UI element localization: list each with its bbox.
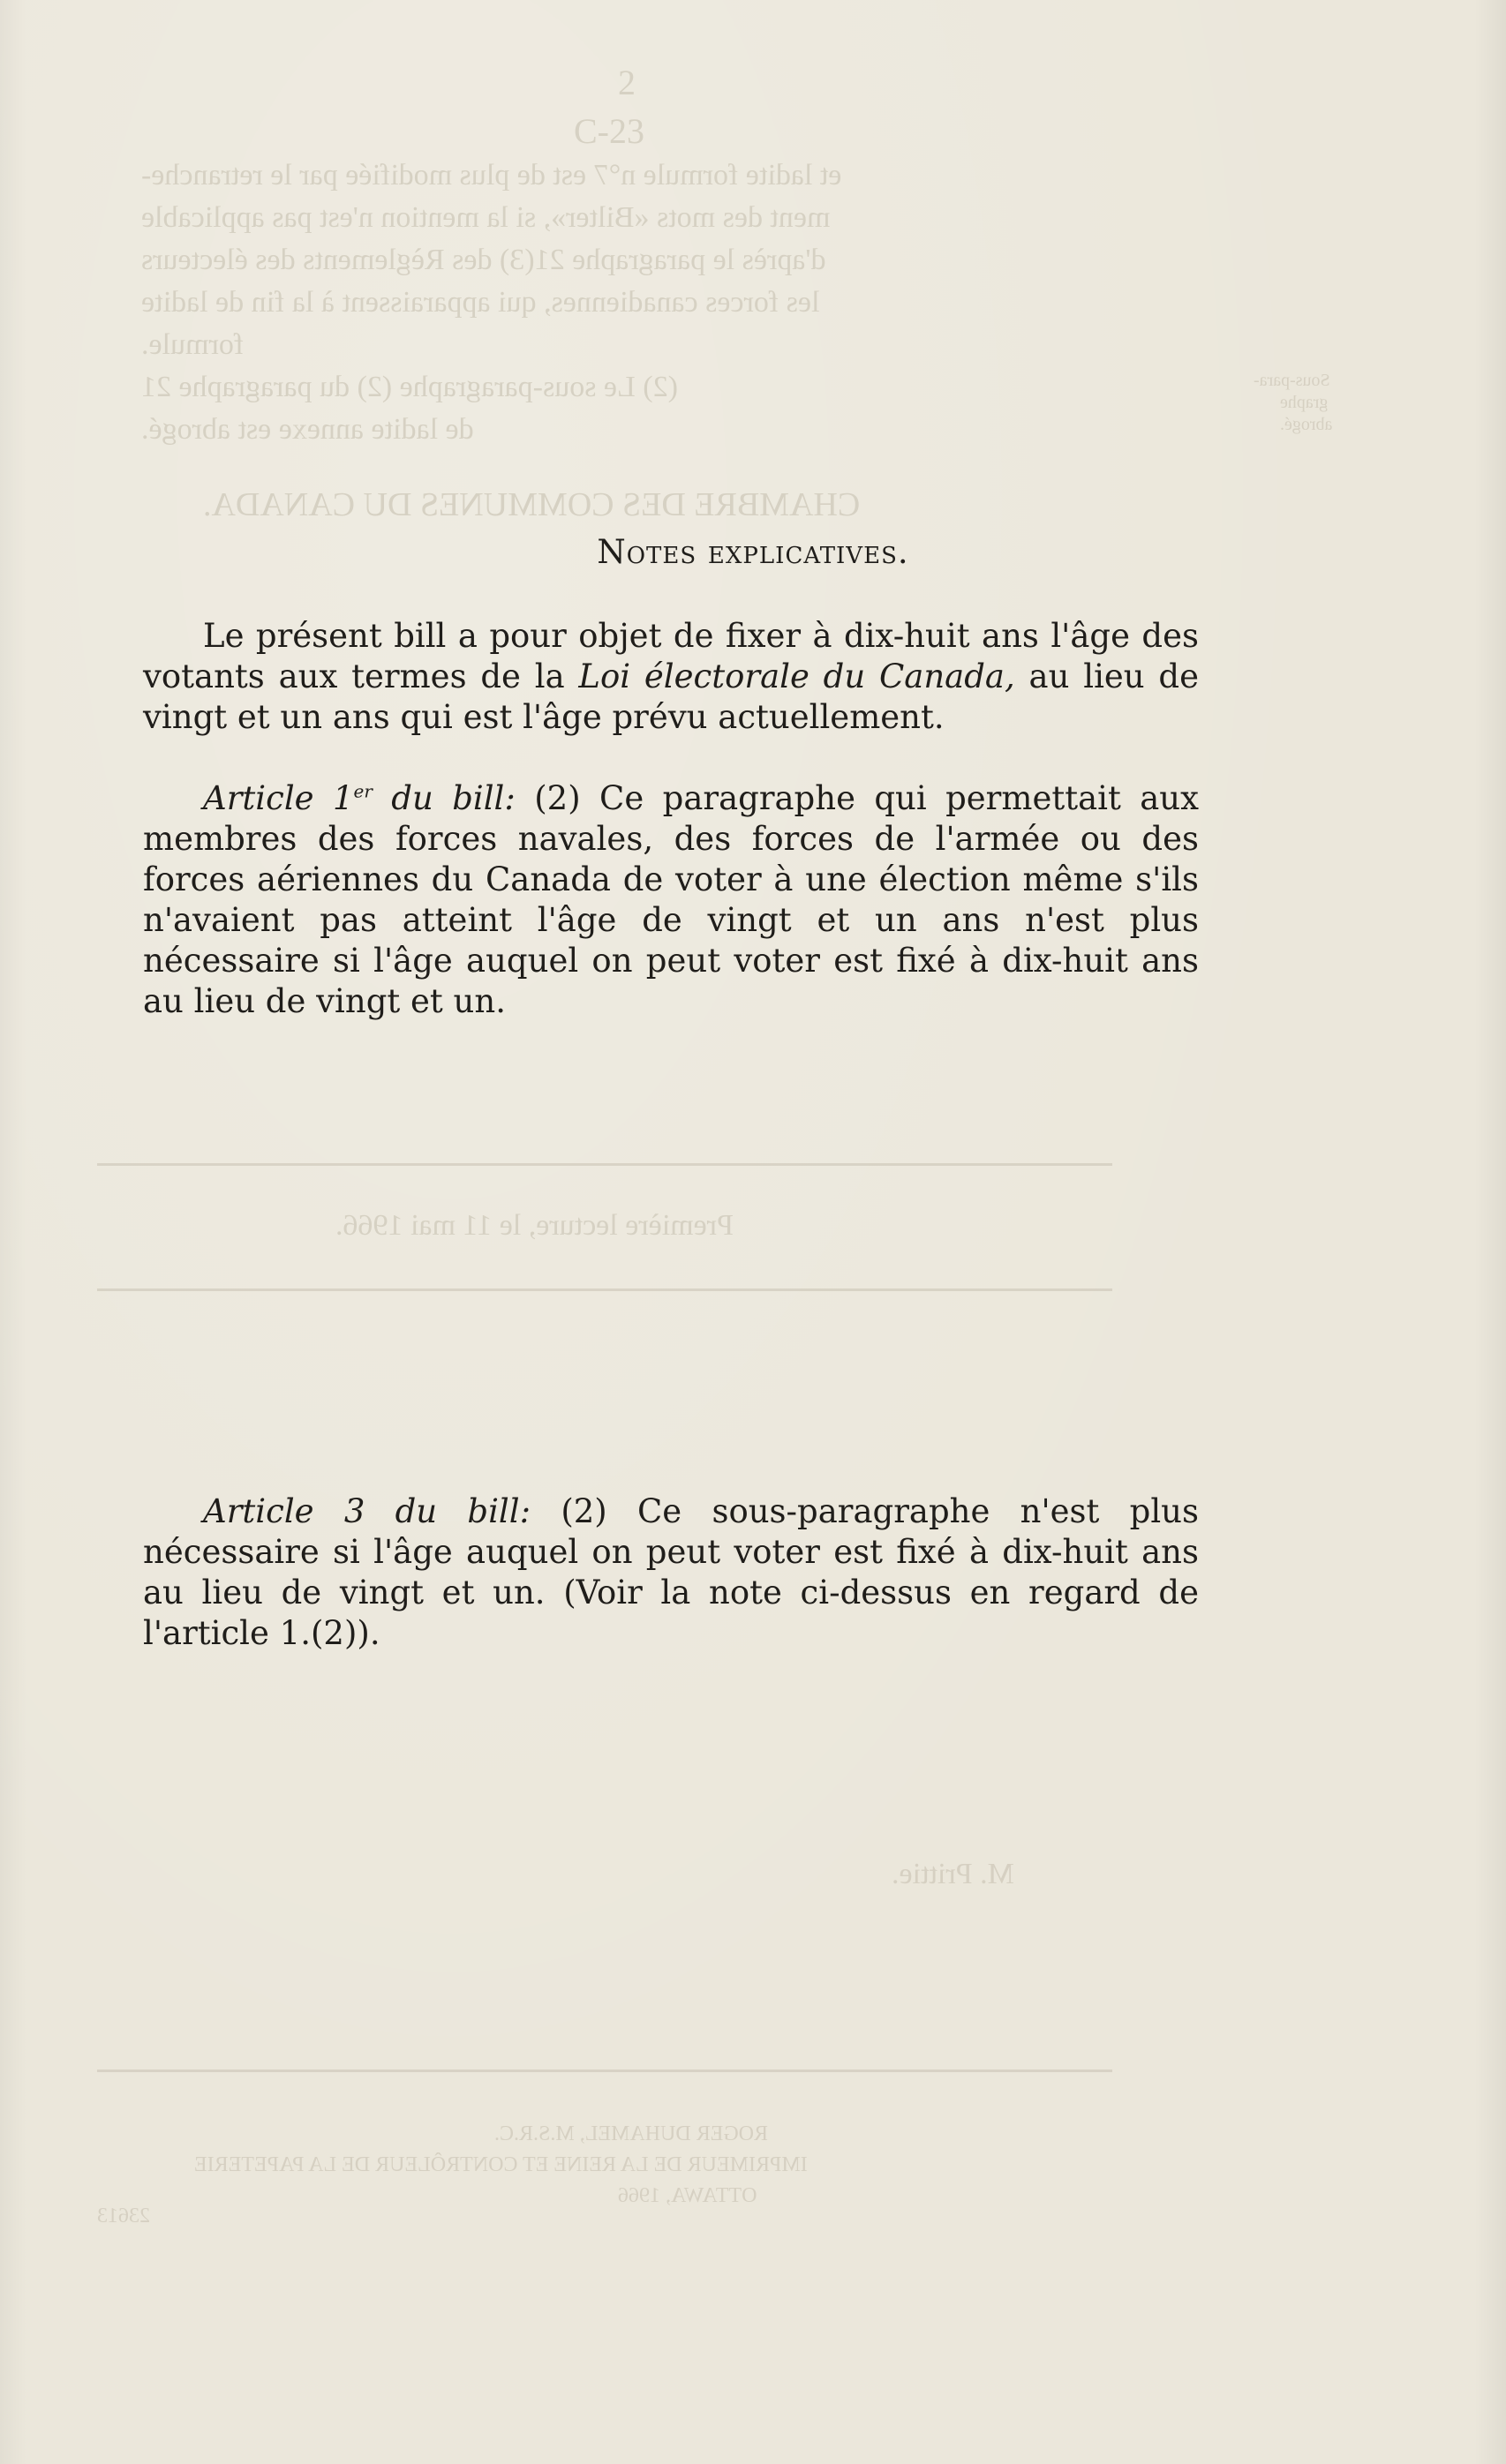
- bleed-through-text: les forces canadiennes, qui apparaissent à la fin de ladite: [141, 286, 820, 319]
- bleed-through-text: OTTAWA, 1966: [618, 2184, 757, 2207]
- article-1-label: [203, 779, 516, 817]
- bleed-through-text: C-23: [574, 111, 644, 151]
- bleed-through-rule: [97, 2070, 1112, 2072]
- bleed-through-text: IMPRIMEUR DE LA REINE ET CONTRÔLEUR DE LA PAPETERIE: [194, 2153, 808, 2176]
- article-1-text: (2) Ce paragraphe qui permettait aux membres des forces navales, des forces de l'armée ou des forces aériennes du Canada de voter à une élection même s'ils n'avaient pas atteint l'âge de vingt et un ans n'est plus nécessaire si l'âge auquel on peut voter est fixé à dix-huit ans au lieu de vingt et un.: [143, 779, 1199, 1020]
- bleed-through-text: 2: [618, 63, 636, 102]
- article-1-label-prefix: Article 1: [203, 779, 354, 817]
- article-1-label-sup: er: [353, 780, 373, 802]
- bleed-through-text: graphe: [1280, 393, 1329, 412]
- intro-text-before: Le présent bill a pour objet de fixer à dix-huit ans l'âge des votants aux termes de la: [143, 617, 1199, 695]
- bleed-through-text: abrogé.: [1280, 415, 1333, 434]
- note-article-1: [143, 778, 1199, 1022]
- bleed-through-text: M. Prittie.: [892, 1858, 1014, 1890]
- bleed-through-text: d'après le paragraphe 21(3) des Règlements des électeurs: [141, 244, 826, 276]
- bleed-through-text: CHAMBRE DES COMMUNES DU CANADA.: [203, 486, 861, 523]
- article-1-label-suffix: du bill:: [372, 779, 516, 817]
- law-title: Loi électorale du Canada,: [578, 657, 1015, 695]
- page-title: Notes explicatives.: [597, 533, 909, 571]
- bleed-through-text: ROGER DUHAMEL, M.S.R.C.: [494, 2122, 769, 2145]
- bleed-through-text: ment des mots «Bilter», si la mention n'est pas applicable: [141, 201, 831, 234]
- bleed-through-rule: [97, 1288, 1112, 1291]
- bleed-through-text: Première lecture, le 11 mai 1966.: [335, 1209, 734, 1242]
- bleed-through-text: Sous-para-: [1254, 371, 1330, 390]
- bleed-through-text: formule.: [141, 328, 245, 361]
- bleed-through-text: et ladite formule n°7 est de plus modifiée par le retranche-: [141, 159, 842, 192]
- article-3-text: (2) Ce sous-paragraphe n'est plus nécessaire si l'âge auquel on peut voter est fixé à dix-huit ans au lieu de vingt et un. (Voir la note ci-dessus en regard de l'article 1.(2)).: [143, 1492, 1199, 1652]
- bleed-through-rule: [97, 1163, 1112, 1166]
- bleed-through-text: 23613: [97, 2205, 150, 2227]
- intro-paragraph: [143, 616, 1199, 738]
- note-article-3: [143, 1491, 1199, 1654]
- article-3-label: Article 3 du bill:: [203, 1492, 531, 1530]
- bleed-through-text: de ladite annexe est abrogé.: [141, 413, 474, 446]
- intro-text-after: au lieu de vingt et un ans qui est l'âge prévu actuellement.: [143, 657, 1199, 736]
- bleed-through-text: (2) Le sous-paragraphe (2) du paragraphe 21: [141, 371, 678, 403]
